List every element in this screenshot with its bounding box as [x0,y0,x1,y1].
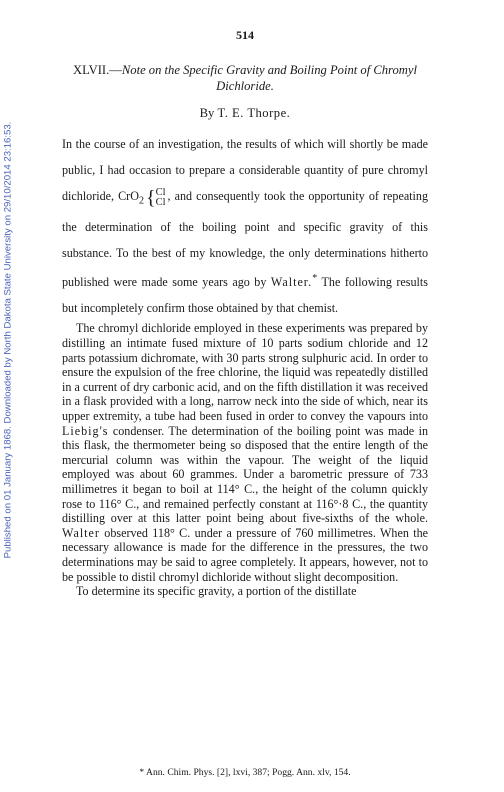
paragraph-1-text-b: , and consequently took the opportunity of repeating the determination of the boiling point and specific gravity of this substance. To the best of my knowledge, the only determinations hitherto published were made some years ago by [62,189,429,290]
author-reference-walter: Walter. [270,275,313,290]
side-note-text: Published on 01 January 1868. Downloaded by North Dakota State University on 29/10/2014 23:16:53. [2,121,14,559]
publication-side-note [2,40,14,640]
paragraph-3-text: To determine its specific gravity, a portion of the distillate [76,584,357,599]
formula-stack [156,188,166,208]
chromyl-formula [146,184,166,210]
author-reference-liebig: Liebig's [62,423,109,438]
article-title-text: Note on the Specific Gravity and Boiling Point of Chromyl Dichloride. [121,63,417,93]
paragraph-2-text-b: condenser. The determination of the boiling point was made in this flask, the thermometer being so disposed that the entire length of the mercurial column was within the vapour. The weight of the liquid employed was about 60 grammes. Under a barometric pressure of 733 millimetres it began to boil at 114° C., the height of the column quickly rose to 116° C., and remained perfectly constant at 116°·8 C., the quantity distilling over at this latter point being about five-sixths of the whole. [62,423,428,526]
paragraph-2-text-c: observed 118° C. under a pressure of 760 millimetres. When the necessary allowance is made for the difference in the pressures, the two determinations may be said to agree completely. It appears, however, not to be possible to distil chromyl dichloride without slight decomposition. [62,525,428,584]
paragraph-2-text-a: The chromyl dichloride employed in these experiments was prepared by distilling an intimate fused mixture of 10 parts sodium chloride and 12 parts potassium dichromate, with 30 parts strong sulphuric acid. In order to ensure the expulsion of the free chlorine, the liquid was repeatedly distilled in a current of dry carbonic acid, and on the fifth distillation it was received in a flask provided with a long, narrow neck into the side of which, near its upper extremity, a tube had been fused in order to convey the vapours into [62,321,428,423]
article-number: XLVII.— [73,63,122,77]
page-number: 514 [236,28,254,42]
paragraph-1-text-a: In the course of an investigation, the results of which will shortly be made public, I had occasion to prepare a considerable quantity of pure chromyl dichloride, CrO [62,137,428,203]
paragraph-1-text-c: The following results but incompletely confirm those obtained by that chemist. [62,275,428,316]
author-name: T. E. Thorpe. [217,106,291,120]
formula-subscript: 2 [138,195,144,207]
footnote-marker: * [312,273,318,285]
paragraph-3 [62,584,428,599]
paragraph-2 [62,321,428,584]
article-title [62,63,428,94]
footnote: * Ann. Chim. Phys. [2], lxvi, 387; Pogg. Ann. xlv, 154. [139,767,351,778]
paragraph-1 [62,131,428,321]
formula-brace: { [146,187,156,210]
byline [62,106,428,121]
page-body [62,28,428,599]
formula-bottom: Cl [155,197,166,209]
formula-top: Cl [155,187,166,199]
author-reference-walter-2: Walter [62,525,100,540]
byline-by: By [199,106,215,120]
